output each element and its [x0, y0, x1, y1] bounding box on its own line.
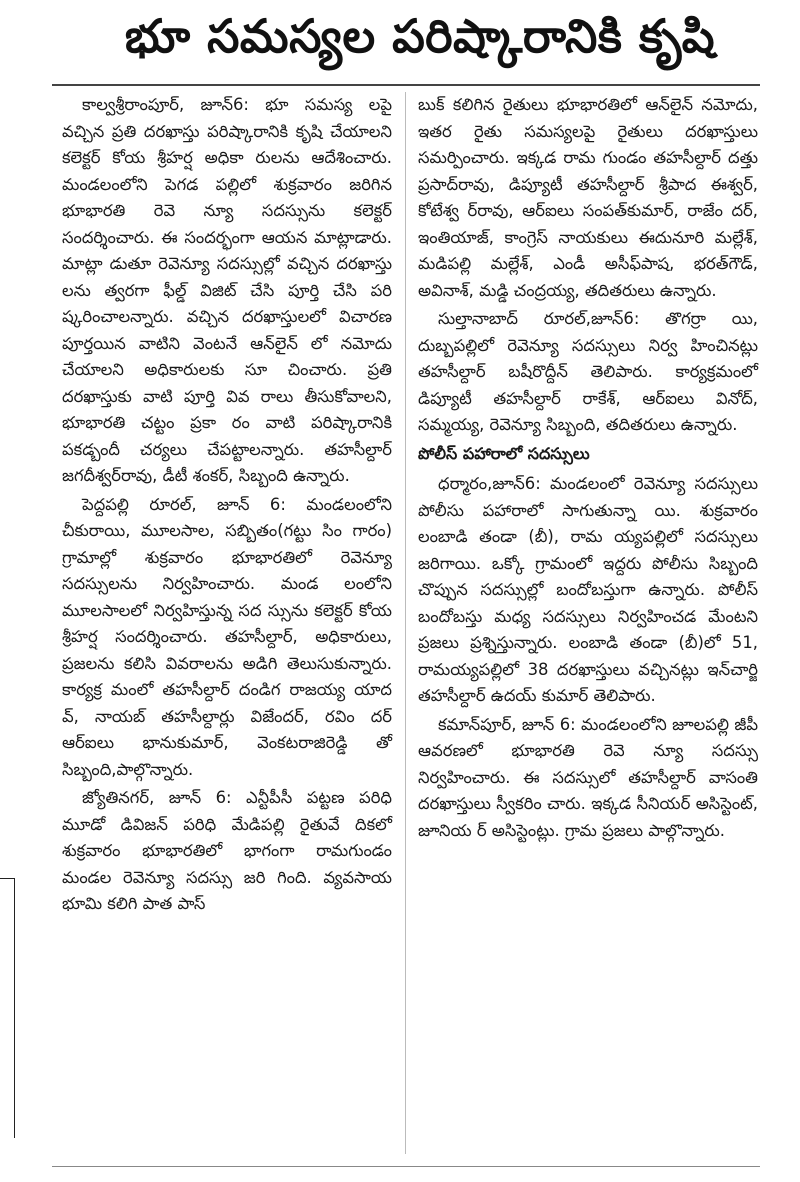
bottom-rule [52, 1166, 760, 1167]
paragraph-dharmaram: ధర్మారం,జూన్6: మండలంలో రెవెన్యూ సదస్సులు పోలీసు పహారాలో సాగుతున్నా యి. శుక్రవారం లంబాడి తండా (బీ), రామ య్యపల్లిలో సదస్సులు జరిగాయి. ఒక్కో గ్రామంలో ఇద్దరు పోలీసు సిబ్బంది చొప్పున సదస్సుల్లో బందోబస్తుగా ఉన్నారు. పోలీస్ బందోబస్తు మధ్య సదస్సులు నిర్వహించడ మేంటని ప్రజలు ప్రశ్నిస్తున్నారు. లంబాడి తండా (బీ)లో 51, రామయ్యపల్లిలో 38 దరఖాస్తులు వచ్చినట్లు ఇన్‌చార్జి తహసీల్దార్ ఉదయ్ కుమార్ తెలిపారు. [418, 474, 758, 705]
paragraph-sultanabad-rural: సుల్తానాబాద్ రూరల్,జూన్6: తొగర్రా యి, దుబ్బపల్లిలో రెవెన్యూ సదస్సులు నిర్వ హించినట్లు తహసీల్దార్ బషీరొద్దీన్ తెలిపారు. కార్యక్రమంలో డిప్యూటీ తహసీల్దార్ రాకేశ్, ఆర్‌ఐలు వినోద్, సమ్మయ్య, రెవెన్యూ సిబ్బంది, తదితరులు ఉన్నారు. [418, 309, 758, 434]
column-divider [405, 92, 406, 1154]
article-headline: భూ సమస్యల పరిష్కారానికి కృషి [124, 9, 716, 63]
paragraph-jyothinagar-continued: బుక్ కలిగిన రైతులు భూభారతిలో ఆన్‌లైన్ నమోదు, ఇతర రైతు సమస్యలపై రైతులు దరఖాస్తులు సమర్పించారు. ఇక్కడ రామ గుండం తహసీల్దార్ దత్తు ప్రసాద్‌రావు, డిప్యూటీ తహసీల్దార్ శ్రీపాద ఈశ్వర్, కోటేశ్వ ర్‌రావు, ఆర్‌ఐలు సంపత్‌కుమార్, రాజేం దర్, ఇంతియాజ్, కాంగ్రెస్ నాయకులు ఈదునూరి మల్లేశ్, మడిపల్లి మల్లేశ్, ఎండీ అసీఫ్‌పాష, భరత్‌గౌడ్, అవినాశ్, మడ్డి చంద్రయ్య, తదితరులు ఉన్నారు. [418, 95, 758, 300]
right-column [418, 92, 758, 846]
paragraph-jyothinagar: జ్యోతినగర్, జూన్ 6: ఎన్టీపీసీ పట్టణ పరిధి మూడో డివిజన్ పరిధి మేడిపల్లి రైతువే దికలో శుక్రవారం భూభారతిలో భాగంగా రామగుండం మండల రెవెన్యూ సదస్సు జరి గింది. వ్యవసాయ భూమి కలిగి పాత పాస్ [62, 788, 392, 913]
clipping-edge-tick [0, 878, 14, 879]
paragraph-kamanpur: కమాన్‌పూర్, జూన్ 6: మండలంలోని జూలపల్లి జీపీ ఆవరణలో భూభారతి రెవె న్యూ సదస్సు నిర్వహించారు. ఈ సదస్సులో తహసీల్దార్ వాసంతి దరఖాస్తులు స్వీకరిం చారు. ఇక్కడ సీనియర్ అసిస్టెంట్, జూనియ ర్ అసిస్టెంట్లు. గ్రామ ప్రజలు పాల్గొన్నారు. [418, 714, 758, 840]
left-column [62, 92, 392, 920]
subheading-police-security: పోలీస్ పహారాలో సదస్సులు [418, 443, 590, 463]
clipping-edge-line [14, 878, 15, 1138]
paragraph-kalvasrirampur: కాల్వశ్రీరాంపూర్, జూన్6: భూ సమస్య లపై వచ్చిన ప్రతి దరఖాస్తు పరిష్కారానికి కృషి చేయాలని కలెక్టర్ కోయ శ్రీహర్ష అధికా రులను ఆదేశించారు. మండలంలోని పెగడ పల్లిలో శుక్రవారం జరిగిన భూభారతి రెవె న్యూ సదస్సును కలెక్టర్ సందర్శించారు. ఈ సందర్భంగా ఆయన మాట్లాడారు. మాట్లా డుతూ రెవెన్యూ సదస్సుల్లో వచ్చిన దరఖాస్తు లను త్వరగా ఫీల్డ్ విజిట్ చేసి పూర్తి చేసి పరి ష్కరించాలన్నారు. వచ్చిన దరఖాస్తులలో విచారణ పూర్తయిన వాటిని వెంటనే ఆన్‌లైన్ లో నమోదు చేయాలని అధికారులకు సూ చించారు. ప్రతి దరఖాస్తుకు వాటి పూర్తి వివ రాలు తీసుకోవాలని, భూభారతి చట్టం ప్రకా రం వాటి పరిష్కారానికి పకడ్బందీ చర్యలు చేపట్టాలన్నారు. తహసీల్దార్ జగదీశ్వర్‌రావు, డీటీ శంకర్, సిబ్బంది ఉన్నారు. [62, 95, 392, 485]
headline-rule [52, 84, 760, 86]
paragraph-peddapalli-rural: పెద్దపల్లి రూరల్, జూన్ 6: మండలంలోని చీకురాయి, మూలసాల, సబ్బితం(గట్టు సిం గారం) గ్రామాల్లో శుక్రవారం భూభారతిలో రెవెన్యూ సదస్సులను నిర్వహించారు. మండ లంలోని మూలసాలలో నిర్వహిస్తున్న సద స్సును కలెక్టర్ కోయ శ్రీహర్ష సందర్శించారు. తహసీల్దార్, అధికారులు, ప్రజలను కలిసి వివరాలను అడిగి తెలుసుకున్నారు. కార్యక్ర మంలో తహసీల్దార్ దండిగ రాజయ్య యాద వ్, నాయబ్ తహసీల్దార్లు విజేందర్, రవిం దర్ ఆర్‌ఐలు భానుకుమార్, వెంకటరాజిరెడ్డి తో సిబ్బంది,పాల్గొన్నారు. [62, 494, 392, 779]
